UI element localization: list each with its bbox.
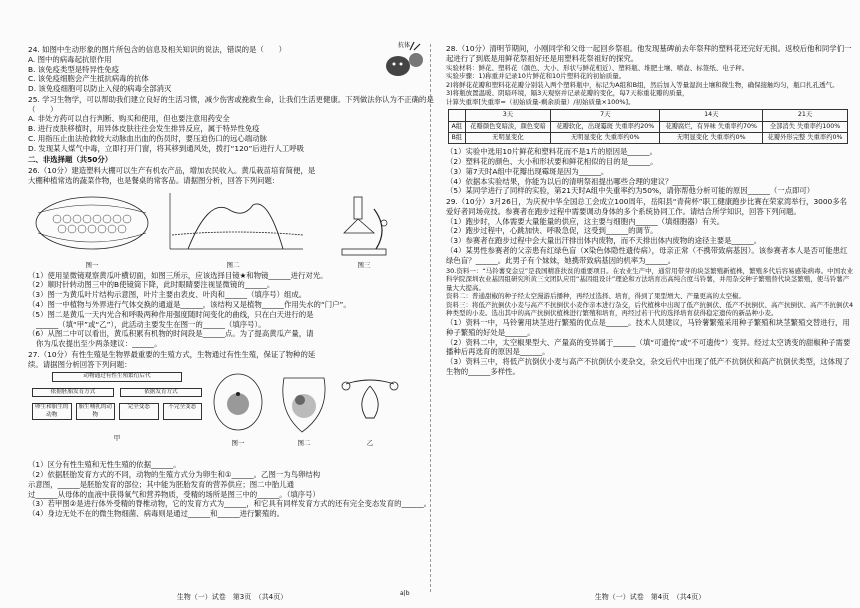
tree-leaf-3: 完全变态 — [119, 403, 159, 420]
q26-item-2: （2）顺时针转动图三中的B使镜筒下降，此时眼睛要注视显微镜的______。 — [28, 280, 275, 290]
q24-option-a: A. 图中的病毒起抗原作用 — [28, 54, 112, 64]
table-cell: 全部消失 失重率约100% — [763, 121, 848, 132]
figure-fetus-caption: 图二 — [297, 439, 311, 448]
tree-leaf-2: 胎生哺乳的动物 — [76, 403, 116, 420]
page-4-footer: 生物（一）试卷 第4页 （共4页） — [594, 592, 706, 601]
table-cell: B组 — [449, 133, 466, 144]
q26-item-5a: （5）图二是黄瓜一天内光合和呼吸两种作用强度随时间变化的曲线，只在白天进行的是 — [28, 309, 314, 319]
q29-item-1: （1）跑步时，人体需要大量能量的供应，这主要与细胞内______（填细胞器）有关。 — [446, 216, 725, 226]
q24-option-c: C. 该免疫细胞会产生抵抗病毒的抗体 — [28, 74, 149, 84]
table-header-cell: 7天 — [551, 110, 660, 121]
q24-stem: 24. 如图中生动形象的图片所包含的信息及相关知识的说法，错误的是（ ） — [28, 45, 286, 54]
fetus-diagram — [274, 372, 334, 436]
q26-item-6a: （6）从图二中可以看出，黄瓜积累有机物的时间段是______点。为了提高黄瓜产量，请 — [28, 329, 314, 339]
q25-option-b: B. 进行皮肤移植时，用异体皮肤往往会发生排异反应，属于特异性免疫 — [28, 124, 260, 134]
table-row — [449, 121, 848, 132]
tree-branch-embryo: 依据胚胎发育方式 — [32, 388, 114, 397]
q28-materials: 实验材料：鲜花、塑料花（颜色、大小、形状与鲜花相近）、塑料瓶、堆肥土壤、喷壶、标签纸、电子秤。 — [446, 63, 749, 72]
figure-1 — [32, 189, 152, 270]
figure-3 — [314, 189, 414, 270]
table-cell: 花瓣颜色变暗淡，颜色变暗 — [465, 121, 551, 132]
q30-item-3: （3）资料三中，将低产抗倒伏小麦与高产不抗倒伏小麦杂交，杂交后代中出现了低产不抗倒伏和高产抗倒伏类型，这体现了生物的______多样性。 — [446, 357, 850, 376]
table-header-row — [449, 110, 848, 121]
photosynthesis-respiration-curve — [158, 189, 308, 259]
q28-results-table — [448, 109, 848, 144]
q27-item-4: （4）身边无处不在的微生物细菌、病毒则是通过______和______进行繁殖的。 — [28, 509, 284, 519]
antibody-label: 抗体 — [397, 42, 411, 49]
tree-leaf-4: 不完全变态 — [163, 403, 203, 420]
table-cell: 无明显变化 — [465, 133, 551, 144]
uterus-diagram — [340, 372, 400, 436]
tree-leaf-1: 卵生和胎生的动物 — [32, 403, 72, 420]
q24-option-b: B. 该免疫类型是特异性免疫 — [28, 64, 120, 74]
q30-material-3: 资料三：将低产抗倒伏小麦与高产不抗倒伏小麦作亲本进行杂交，后代植株中出现了低产抗倒伏、低产不抗倒伏、高产抗倒伏、高产不抗倒伏4种类型的小麦。选出其中的高产抗倒伏植株进行繁殖和培育，再经过若干代的选择培育获得稳定遗传的新品种小麦。 — [446, 300, 854, 318]
table-header-cell: 21天 — [763, 110, 848, 121]
figure-2-caption: 图二 — [226, 261, 240, 270]
section-2-title: 二、非选择题（共50分） — [28, 155, 113, 165]
table-header-cell: 3天 — [465, 110, 551, 121]
figure-2 — [158, 189, 308, 270]
q28-step-3: 3)将瓶放置温暖、阴暗环境，隔3天观察并记录花瓣的变化，每7天称重花瓣的质量， — [446, 89, 689, 98]
q26-figures — [32, 189, 436, 269]
q29-item-3: （3）参赛者在跑步过程中会大量出汗排出体内废物，而不天排出体内废物的途径主要是______。 — [446, 236, 762, 246]
q26-intro-1: 26.（10分）建造塑料大棚可以生产有机农产品，增加农民收入。黄瓜栽苗培育简便，是 — [28, 166, 316, 176]
q28-item-4: （4）依据本实验结果，你能为以后的清明祭祖提出哪些合理的建议？______ — [446, 176, 695, 186]
q25-option-c: C. 用指压止血法抢救较大动脉血出血的伤员时，要压迫伤口的远心端动脉 — [28, 133, 267, 143]
microscope-diagram — [314, 189, 414, 259]
tree-root: 动物通过有性生殖繁衍后代 — [52, 372, 182, 381]
q27-item-2a: （2）依据胚胎发育方式的不同，动物的生殖方式分为卵生和①______。乙图一为鸟卵结构 — [28, 470, 321, 480]
q26-intro-2: 大棚种植常选的蔬菜作物，也是餐桌的常客品。请据图分析，回答下列问题： — [28, 175, 280, 185]
q28-item-3: （3）第7天时A组中花瓣出现霉斑是因为______。 — [446, 166, 609, 176]
q26-item-1: （1）使用显微镜观察黄瓜叶横切面，如图三所示，应该选择目镜★和物镜______进行对光。 — [28, 270, 328, 280]
uterus-figure — [340, 372, 400, 447]
q25-option-d: D. 发现某人煤气中毒，立即打开门窗，将其移到通风处，拨打“120”后进行人工呼吸 — [28, 143, 305, 153]
q25-stem: 25. 学习生物学，可以帮助我们建立良好的生活习惯，减少伤害或挽救生命，让我们生活更健康。下列做法你认为不正确的是（ ） — [28, 94, 434, 114]
figure-jia-caption: 甲 — [113, 433, 121, 442]
q26-item-6b: 你为瓜农提出至少两条建议：______。 — [36, 339, 162, 349]
q25-option-a: A. 非处方药可以自行判断、购买和使用，但也要注意用药安全 — [28, 114, 230, 124]
q30-item-1: （1）资料一中，马铃薯用块茎进行繁殖的优点是______。技术人员建议，马铃薯繁殖采用种子繁殖和块茎繁殖交替进行，用种子繁殖的好处是______。 — [446, 317, 850, 337]
q26-item-3: （3）图一为黄瓜叶片结构示意图，叶片主要由表皮、叶肉和______（填序号）组成。 — [28, 290, 307, 300]
q30-material-1: 30.资料一：“马铃薯变金豆”是我国精准扶贫的重要项目。在农业生产中，通常用带芽的块茎繁殖新植株，繁殖多代后容易感染病毒。中国农业科学院深圳农业基因组研究所黄三文团队应用“基因组设计”理论和方法培育出高纯合度马铃薯，并用杂交种子繁殖替代块茎繁殖，使马铃薯产量大大提高。 — [446, 266, 854, 292]
reproduction-tree — [32, 372, 202, 442]
tree-branch-development: 依据发育方式 — [120, 388, 202, 397]
q30-item-2: （2）资料二中，太空椒果型大、产量高的变异属于______（填“可遗传”或“不可遗传”）变异。经过太空诱变的甜椒种子需要播种后再选育的原因是______。 — [446, 337, 851, 357]
q26-item-4: （4）图一中植物与外界进行气体交换的通道是______，该结构又是植物______作用失水的“门户”。 — [28, 300, 351, 310]
table-cell: A组 — [449, 121, 466, 132]
q27-item-1: （1）区分有性生殖和无性生殖的依据______。 — [28, 460, 181, 470]
q28-step-2: 2)将鲜花花瓣和塑料花花瓣分别装入两个塑料瓶中，标记为A组和B组，然后加入等量湿润土壤和微生物，确保接触均匀，瓶口扎孔透气。 — [446, 80, 839, 89]
figure-yi-caption: 乙 — [366, 439, 374, 448]
q28-item-1: （1）实验中选用10片鲜花和塑料花而不是1片的原因是______。 — [446, 147, 657, 157]
q27-item-3: （3）若甲图②是进行体外受精的脊椎动物，它的发育方式为______，和它具有同样发育方式的还有完全变态发育的______。 — [28, 499, 432, 509]
table-cell: 无明显变化 失重率约0% — [551, 133, 660, 144]
table-row — [449, 133, 848, 144]
bird-egg-diagram — [208, 372, 268, 436]
q28-step-1: 实验步骤：1)称重并记录10片鲜花和10片塑料花的初始质量。 — [446, 72, 626, 81]
table-header-cell: 14天 — [660, 110, 763, 121]
q27-item-2c: 过______从母体的血液中获得氧气和营养物质，受精的场所是图三中的______。（填序号） — [28, 489, 320, 499]
bottom-mark: a|b — [400, 590, 410, 597]
q29-item-4: （4）某男性参赛者的父亲患有红绿色盲（X染色体隐性遗传病），母亲正常（不携带致病基因）。该参赛者本人是否可能患红绿色盲？______。此男子有个妹妹，她携带致病基因的机率为______。 — [446, 245, 848, 265]
antibody-virus-illustration — [374, 40, 434, 84]
table-cell: 无明显变化 失重率约0% — [660, 133, 763, 144]
leaf-cross-section-diagram — [32, 189, 152, 259]
q28-intro: 28.（10分）清明节期间，小刚同学和父母一起回乡祭祖。他发现墓碑前去年祭拜的塑料花还完好无损。返校后他和同学们一起进行了到底是用鲜花祭祖好还是用塑料花祭祖好的探究。 — [446, 44, 852, 63]
page-3-footer: 生物（一）试卷 第3页 （共4页） — [176, 592, 288, 601]
q29-stem: 29.（10分）3月26日，为庆祝中华全国总工会成立100周年，岳阳县“青荷杯”职工健康跑步比赛在荣家湾举行，3000多名爱好者同场竞技。参赛者在跑步过程中需要调动身体的多个系统协同工作。请结合所学知识，回答下列问题。 — [446, 197, 848, 216]
q27-intro-2: 续。请据图分析回答下列问题： — [28, 359, 132, 369]
q24-option-d: D. 该免疫细胞可以防止入侵的病毒全部消灭 — [28, 84, 172, 94]
table-cell: 花瓣外形完整 失重率约0% — [763, 133, 848, 144]
q27-item-2b: 示意图，______是胚胎发育的部位；其中能为胚胎发育的营养供应；图二中胎儿通 — [28, 479, 295, 489]
figure-egg-caption: 图一 — [231, 439, 245, 448]
q30-material-2: 资料二：普通甜椒的种子经太空漫游后播种，再经过选择、培育，得到了果型增大、产量更高的太空椒。 — [446, 292, 745, 301]
q28-formula: 计算失重率[失重率=（初始质量-剩余质量）/初始质量×100%]。 — [446, 97, 635, 106]
q27-intro-1: 27.（10分）有性生殖是生物界最重要的生殖方式，生物通过有性生殖，保证了物种的延 — [28, 349, 316, 359]
q29-item-2: （2）跑步过程中，心跳加快、呼吸急促，这受到______的调节。 — [446, 226, 658, 236]
fetus-figure — [274, 372, 334, 447]
table-cell: 花瓣软化，出现霉斑 失重率约20% — [551, 121, 660, 132]
figure-3-caption: 图三 — [357, 261, 371, 270]
q26-item-5b: ______（填“甲”或“乙”），此活动主要发生在图一的______（填序号）。 — [36, 319, 266, 329]
bird-egg-figure — [208, 372, 268, 447]
q28-item-2: （2）塑料花的颜色、大小和形状要和鲜花相似的目的是______。 — [446, 157, 658, 167]
table-header-cell — [449, 110, 466, 121]
table-cell: 花瓣腐烂，有异味 失重率约70% — [660, 121, 763, 132]
page-4 — [446, 44, 854, 601]
q28-item-5: （5）某同学进行了同样的实验，第21天时A组中失重率约为50%，请你帮他分析可能的原因______（一点即可） — [446, 186, 815, 196]
figure-1-caption: 图一 — [85, 261, 99, 270]
q27-figures — [32, 372, 436, 458]
